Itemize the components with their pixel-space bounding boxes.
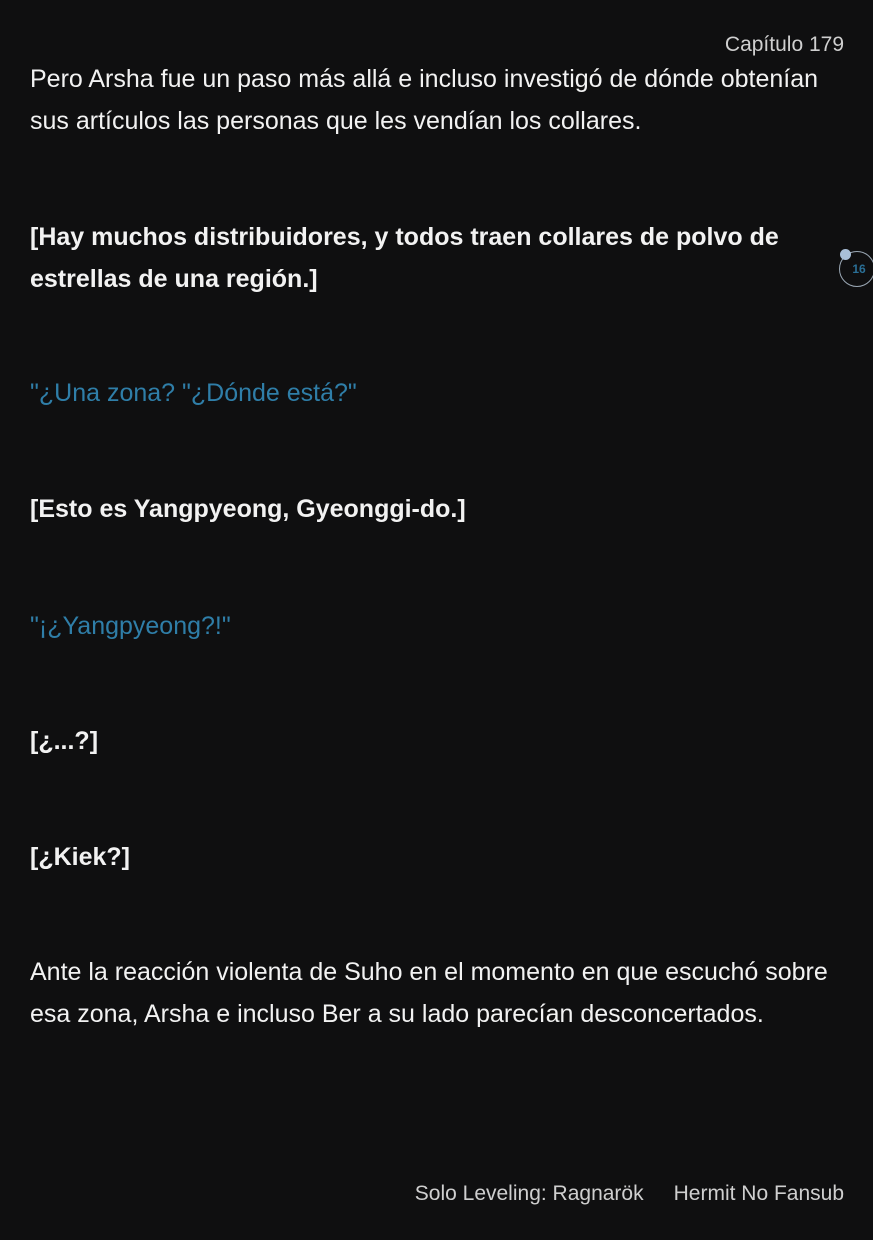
badge-count: 16 [852,262,866,276]
progress-dot-icon [840,249,851,260]
system-message: [Hay muchos distribuidores, y todos traen collares de polvo de estrellas de una región.] [30,223,779,293]
footer [415,1182,844,1206]
narration-paragraph: Ante la reacción violenta de Suho en el momento en que escuchó sobre esa zona, Arsha e incluso Ber a su lado parecían desconcertados. [30,958,828,1028]
dialogue-line: "¿Una zona? "¿Dónde está?" [30,379,357,407]
narration-paragraph: Pero Arsha fue un paso más allá e incluso investigó de dónde obtenían sus artículos las personas que les vendían los collares. [30,65,819,135]
system-message: [Esto es Yangpyeong, Gyeonggi-do.] [30,495,466,523]
translator-group: Hermit No Fansub [673,1182,844,1205]
novel-title: Solo Leveling: Ragnarök [414,1182,644,1205]
chapter-label: Capítulo 179 [724,33,844,56]
system-message: [¿...?] [30,727,99,755]
dialogue-line: "¡¿Yangpyeong?!" [30,612,231,640]
system-message: [¿Kiek?] [30,843,130,871]
